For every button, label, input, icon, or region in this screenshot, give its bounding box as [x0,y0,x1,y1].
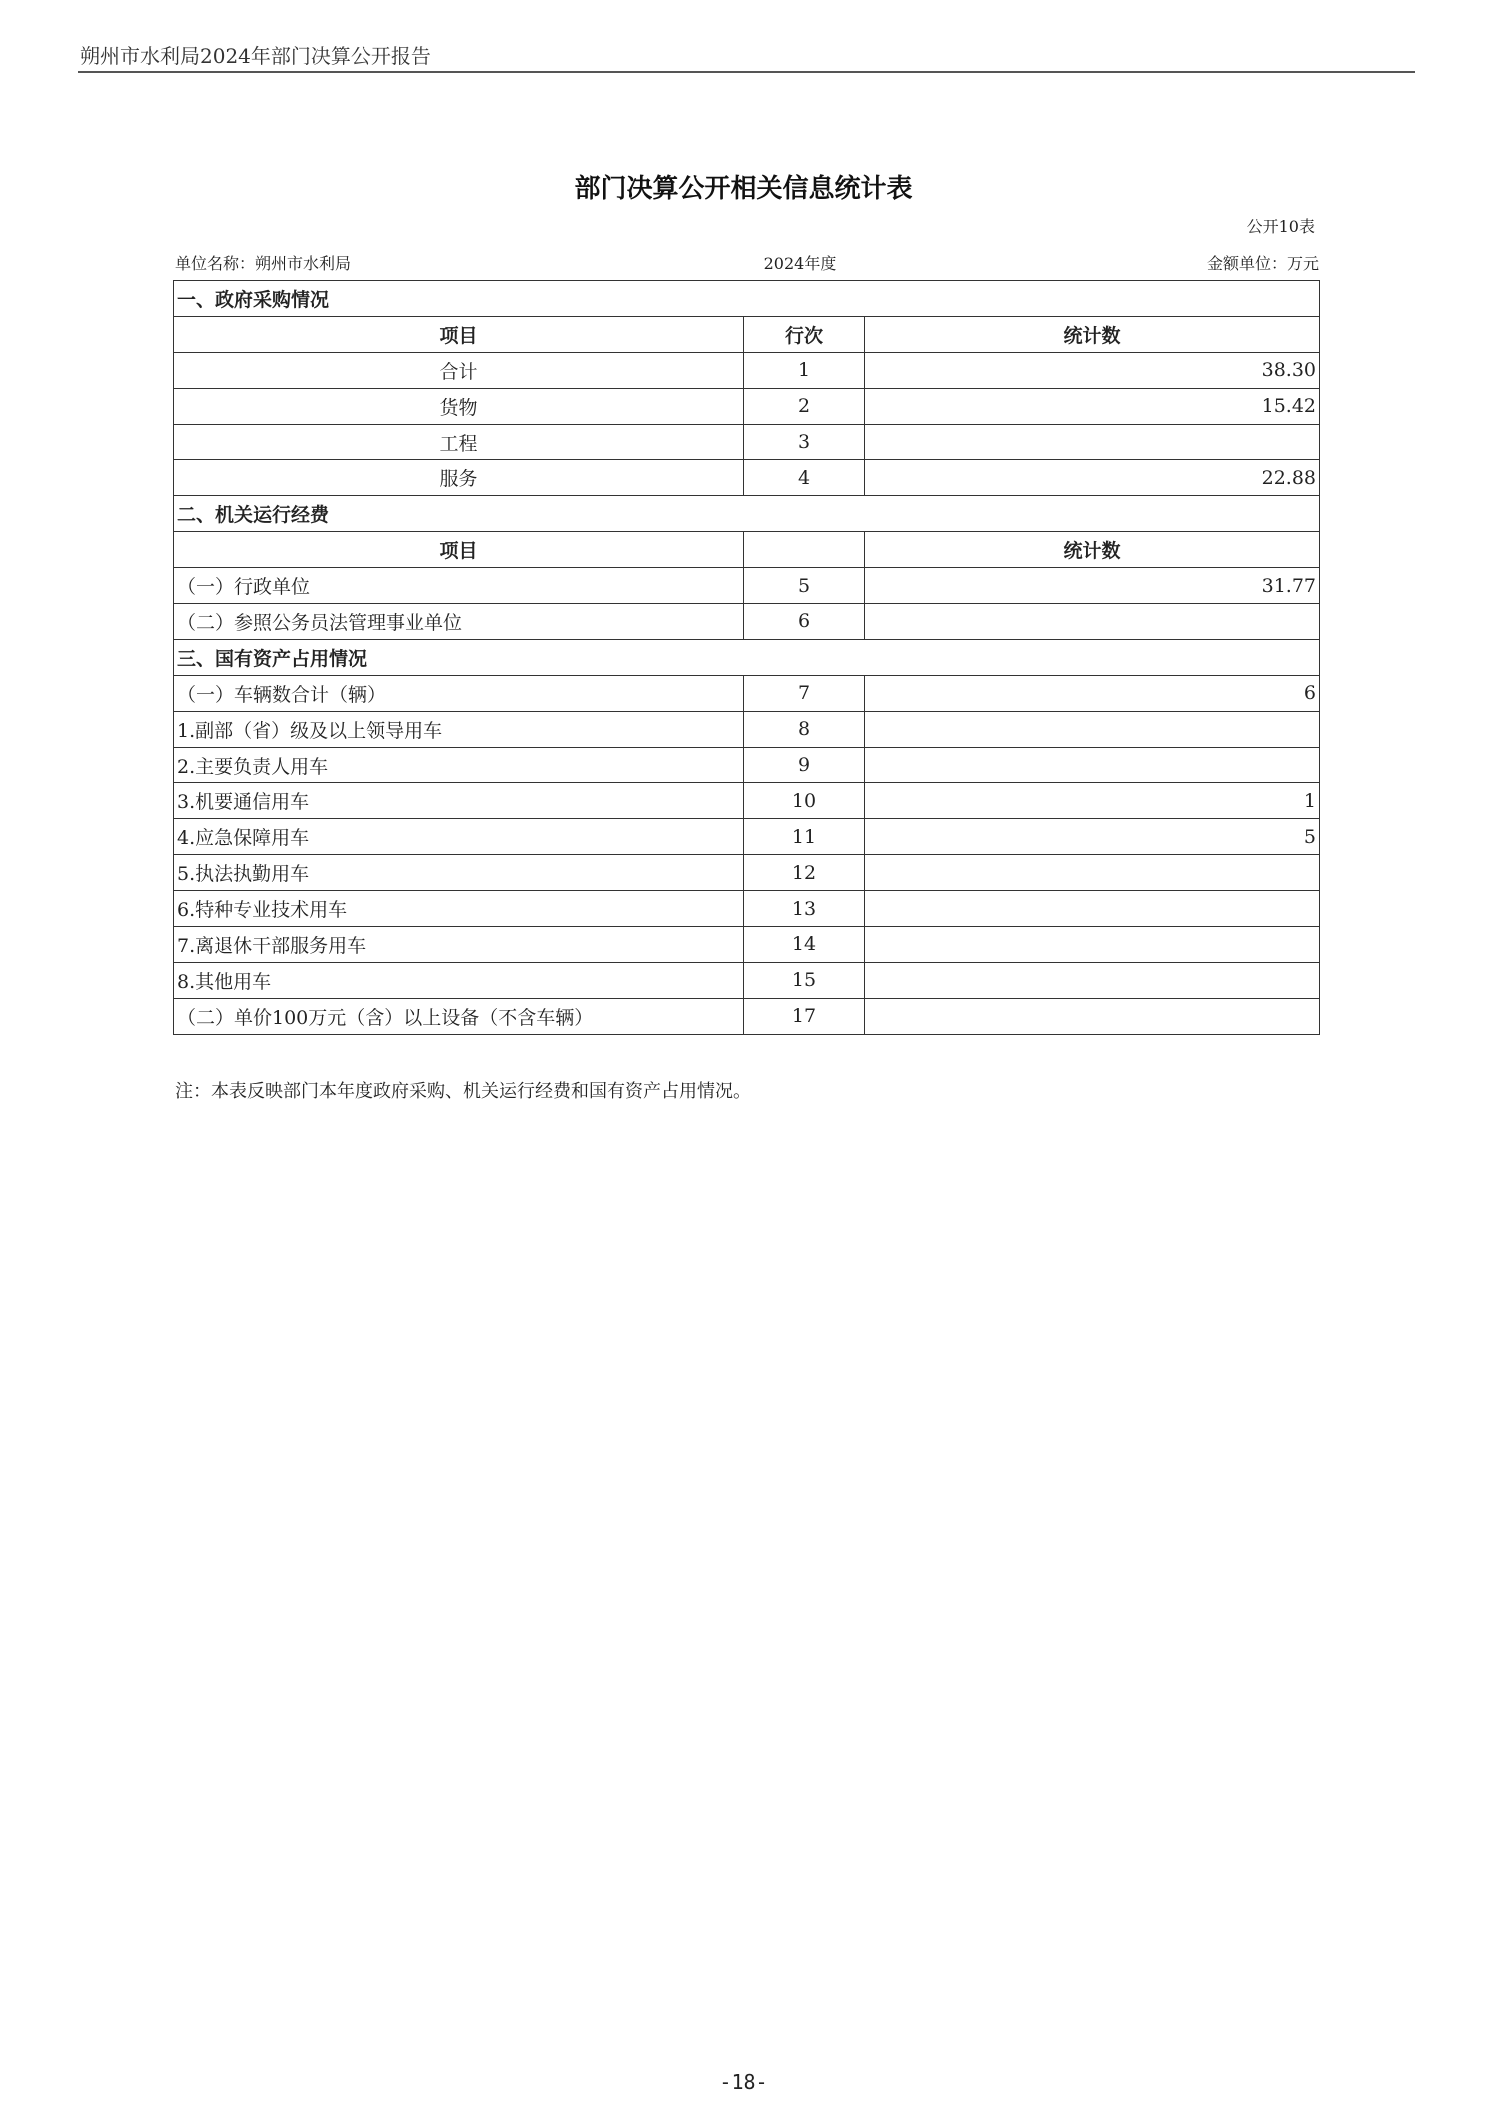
table-row [174,998,1320,1034]
line-cell: 12 [744,855,865,891]
item-cell: （二）单价100万元（含）以上设备（不含车辆） [174,998,744,1034]
unit-name: 单位名称：朔州市水利局 [175,254,352,273]
statistics-table [173,280,1320,1035]
table-row [174,962,1320,998]
line-cell: 11 [744,819,865,855]
line-cell: 13 [744,891,865,927]
table-row [174,927,1320,963]
item-cell: 7.离退休干部服务用车 [174,927,744,963]
line-cell: 10 [744,783,865,819]
running-header: 朔州市水利局2024年部门决算公开报告 [80,44,431,68]
fiscal-year: 2024年度 [763,254,837,273]
line-cell: 15 [744,962,865,998]
document-title: 部门决算公开相关信息统计表 [574,174,913,204]
item-cell: 5.执法执勤用车 [174,855,744,891]
line-cell: 3 [744,424,865,460]
item-cell: 1.副部（省）级及以上领导用车 [174,711,744,747]
column-header: 统计数 [865,532,1320,568]
table-row [174,568,1320,604]
item-cell: 8.其他用车 [174,962,744,998]
line-cell: 2 [744,388,865,424]
table-row [174,819,1320,855]
value-cell: 15.42 [865,388,1320,424]
table-code: 公开10表 [1246,217,1315,236]
line-cell: 8 [744,711,865,747]
line-cell: 4 [744,460,865,496]
value-cell: 31.77 [865,568,1320,604]
value-cell [865,711,1320,747]
table-row [174,388,1320,424]
section-title: 一、政府采购情况 [174,281,1320,317]
amount-unit: 金额单位：万元 [1206,254,1319,273]
item-cell: （一）行政单位 [174,568,744,604]
value-cell [865,927,1320,963]
column-header-row [174,532,1320,568]
table-row [174,891,1320,927]
value-cell: 6 [865,675,1320,711]
item-cell: 合计 [174,352,744,388]
line-cell: 1 [744,352,865,388]
table-note: 注：本表反映部门本年度政府采购、机关运行经费和国有资产占用情况。 [175,1081,751,1102]
section-header-row [174,639,1320,675]
item-cell: 6.特种专业技术用车 [174,891,744,927]
table-row [174,604,1320,640]
column-header: 项目 [174,532,744,568]
value-cell [865,747,1320,783]
value-cell: 5 [865,819,1320,855]
section-title: 二、机关运行经费 [174,496,1320,532]
value-cell [865,604,1320,640]
table-row [174,675,1320,711]
column-header: 行次 [744,316,865,352]
line-cell: 6 [744,604,865,640]
table-row [174,711,1320,747]
item-cell: （一）车辆数合计（辆） [174,675,744,711]
item-cell: （二）参照公务员法管理事业单位 [174,604,744,640]
item-cell: 工程 [174,424,744,460]
section-header-row [174,281,1320,317]
value-cell: 38.30 [865,352,1320,388]
value-cell [865,424,1320,460]
table-row [174,747,1320,783]
table-row [174,460,1320,496]
column-header: 统计数 [865,316,1320,352]
line-cell: 9 [744,747,865,783]
section-title: 三、国有资产占用情况 [174,639,1320,675]
line-cell: 5 [744,568,865,604]
table-row [174,855,1320,891]
value-cell [865,998,1320,1034]
item-cell: 货物 [174,388,744,424]
page-number: -18- [719,2070,768,2094]
line-cell: 17 [744,998,865,1034]
item-cell: 3.机要通信用车 [174,783,744,819]
value-cell [865,962,1320,998]
value-cell: 1 [865,783,1320,819]
column-header: 项目 [174,316,744,352]
table-row [174,352,1320,388]
item-cell: 2.主要负责人用车 [174,747,744,783]
line-cell: 7 [744,675,865,711]
value-cell [865,855,1320,891]
value-cell [865,891,1320,927]
column-header-row [174,316,1320,352]
section-header-row [174,496,1320,532]
header-rule [78,71,1415,73]
item-cell: 4.应急保障用车 [174,819,744,855]
table-row [174,783,1320,819]
column-header [744,532,865,568]
line-cell: 14 [744,927,865,963]
item-cell: 服务 [174,460,744,496]
table-row [174,424,1320,460]
value-cell: 22.88 [865,460,1320,496]
